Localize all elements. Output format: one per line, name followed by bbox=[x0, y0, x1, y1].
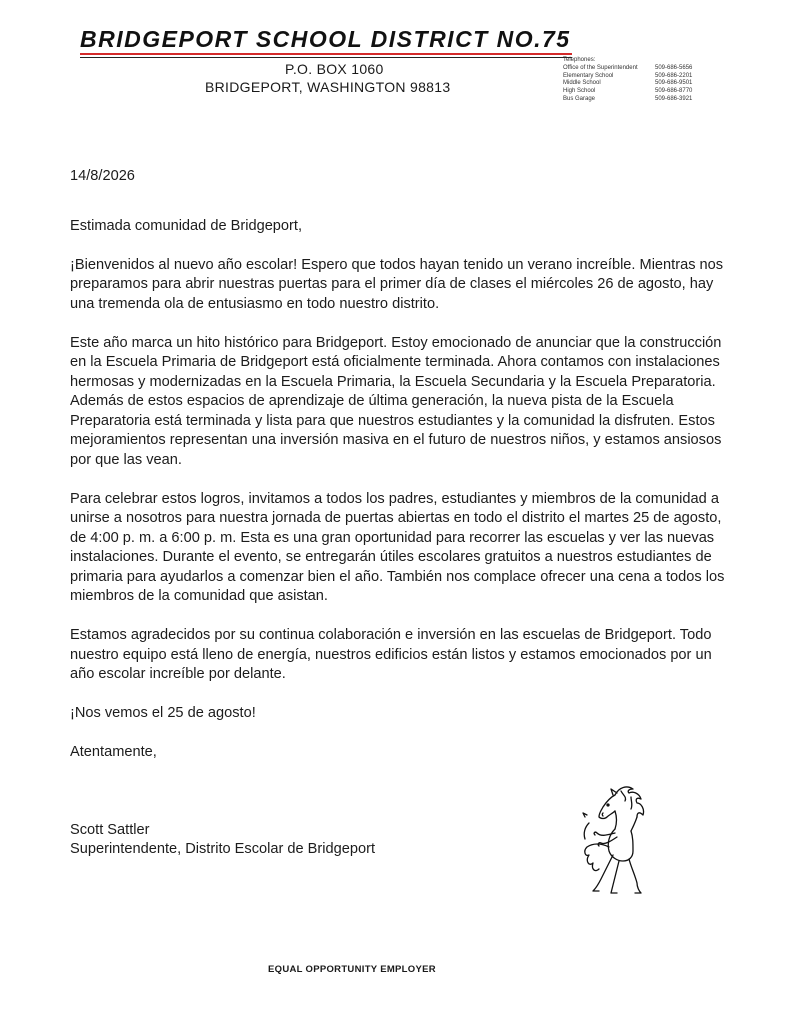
telephone-label: Office of the Superintendent bbox=[563, 64, 638, 71]
telephone-row bbox=[563, 88, 692, 96]
title-underline-red bbox=[80, 53, 572, 55]
telephone-list bbox=[563, 57, 692, 104]
title-underline-black bbox=[80, 57, 572, 58]
letter-body bbox=[70, 167, 738, 860]
signer-title: Superintendente, Distrito Escolar de Bridgeport bbox=[70, 841, 376, 857]
salutation: Estimada comunidad de Bridgeport, bbox=[70, 217, 303, 234]
telephone-label: High School bbox=[563, 88, 596, 95]
telephone-number: 509-686-5656 bbox=[655, 64, 693, 71]
mustang-horse-icon bbox=[575, 783, 655, 899]
footer-equal-opportunity: EQUAL OPPORTUNITY EMPLOYER bbox=[268, 964, 436, 975]
telephone-label: Middle School bbox=[563, 80, 601, 87]
telephone-list-title: Telephones: bbox=[563, 57, 596, 63]
signer-name: Scott Sattler bbox=[70, 821, 150, 838]
telephone-number: 509-686-2201 bbox=[655, 72, 693, 79]
address-line-2: BRIDGEPORT, WASHINGTON 98813 bbox=[205, 79, 451, 95]
telephone-number: 509-686-3921 bbox=[655, 95, 693, 102]
telephone-number: 509-686-9501 bbox=[655, 80, 693, 87]
telephone-label: Bus Garage bbox=[563, 95, 596, 102]
closing: Atentamente, bbox=[70, 744, 157, 760]
paragraph-open-house: Para celebrar estos logros, invitamos a todos los padres, estudiantes y miembros de la comunidad a unirse a nosotros para nuestra jornada de puertas abiertas en todo el distrito el martes 25 de agosto, de 4:00 p. m. a 6:00 p. m. Esta es una gran oportunidad para recorrer las escuelas y ver las nuevas instalaciones. Durante el evento, se entregarán útiles escolares gratuitos a nuestros estudiantes de primaria para ayudarlos a comenzar bien el año. También nos complace ofrecer una cena a todos los miembros de la comunidad que asistan. bbox=[70, 490, 725, 604]
telephone-row bbox=[563, 65, 692, 73]
paragraph-gratitude: Estamos agradecidos por su continua colaboración e inversión en las escuelas de Bridgeport. Todo nuestro equipo está lleno de energía, nuestros edificios están listos y estamos emocionados por un año escolar increíble por delante. bbox=[70, 627, 712, 682]
telephone-row bbox=[563, 96, 692, 104]
telephone-number: 509-686-8770 bbox=[655, 88, 693, 95]
district-title: BRIDGEPORT SCHOOL DISTRICT NO.75 bbox=[80, 26, 571, 52]
telephone-row bbox=[563, 80, 692, 88]
paragraph-see-you: ¡Nos vemos el 25 de agosto! bbox=[70, 705, 256, 721]
telephone-label: Elementary School bbox=[563, 72, 614, 79]
telephone-row bbox=[563, 73, 692, 81]
paragraph-welcome: ¡Bienvenidos al nuevo año escolar! Espero que todos hayan tenido un verano increíble. Mientras nos preparamos para abrir nuestras puertas para el primer día de clases el miércoles 26 de agosto, hay una tremenda ola de entusiasmo en todo nuestro distrito. bbox=[70, 256, 724, 312]
letter-date: 14/8/2026 bbox=[70, 168, 135, 184]
paragraph-milestone: Este año marca un hito histórico para Bridgeport. Estoy emocionado de anunciar que la construcción en la Escuela Primaria de Bridgeport está oficialmente terminada. Ahora contamos con instalaciones hermosas y modernizadas en la Escuela Primaria, la Escuela Secundaria y la Escuela Preparatoria. Además de estos espacios de aprendizaje de última generación, la nueva pista de la Escuela Preparatoria está terminada y lista para que nuestros estudiantes y la comunidad la disfruten. Estos mejoramientos representan una inversión masiva en el futuro de nuestros niños, y estamos ansiosos por que las vean. bbox=[70, 334, 722, 468]
address-line-1: P.O. BOX 1060 bbox=[285, 61, 384, 77]
